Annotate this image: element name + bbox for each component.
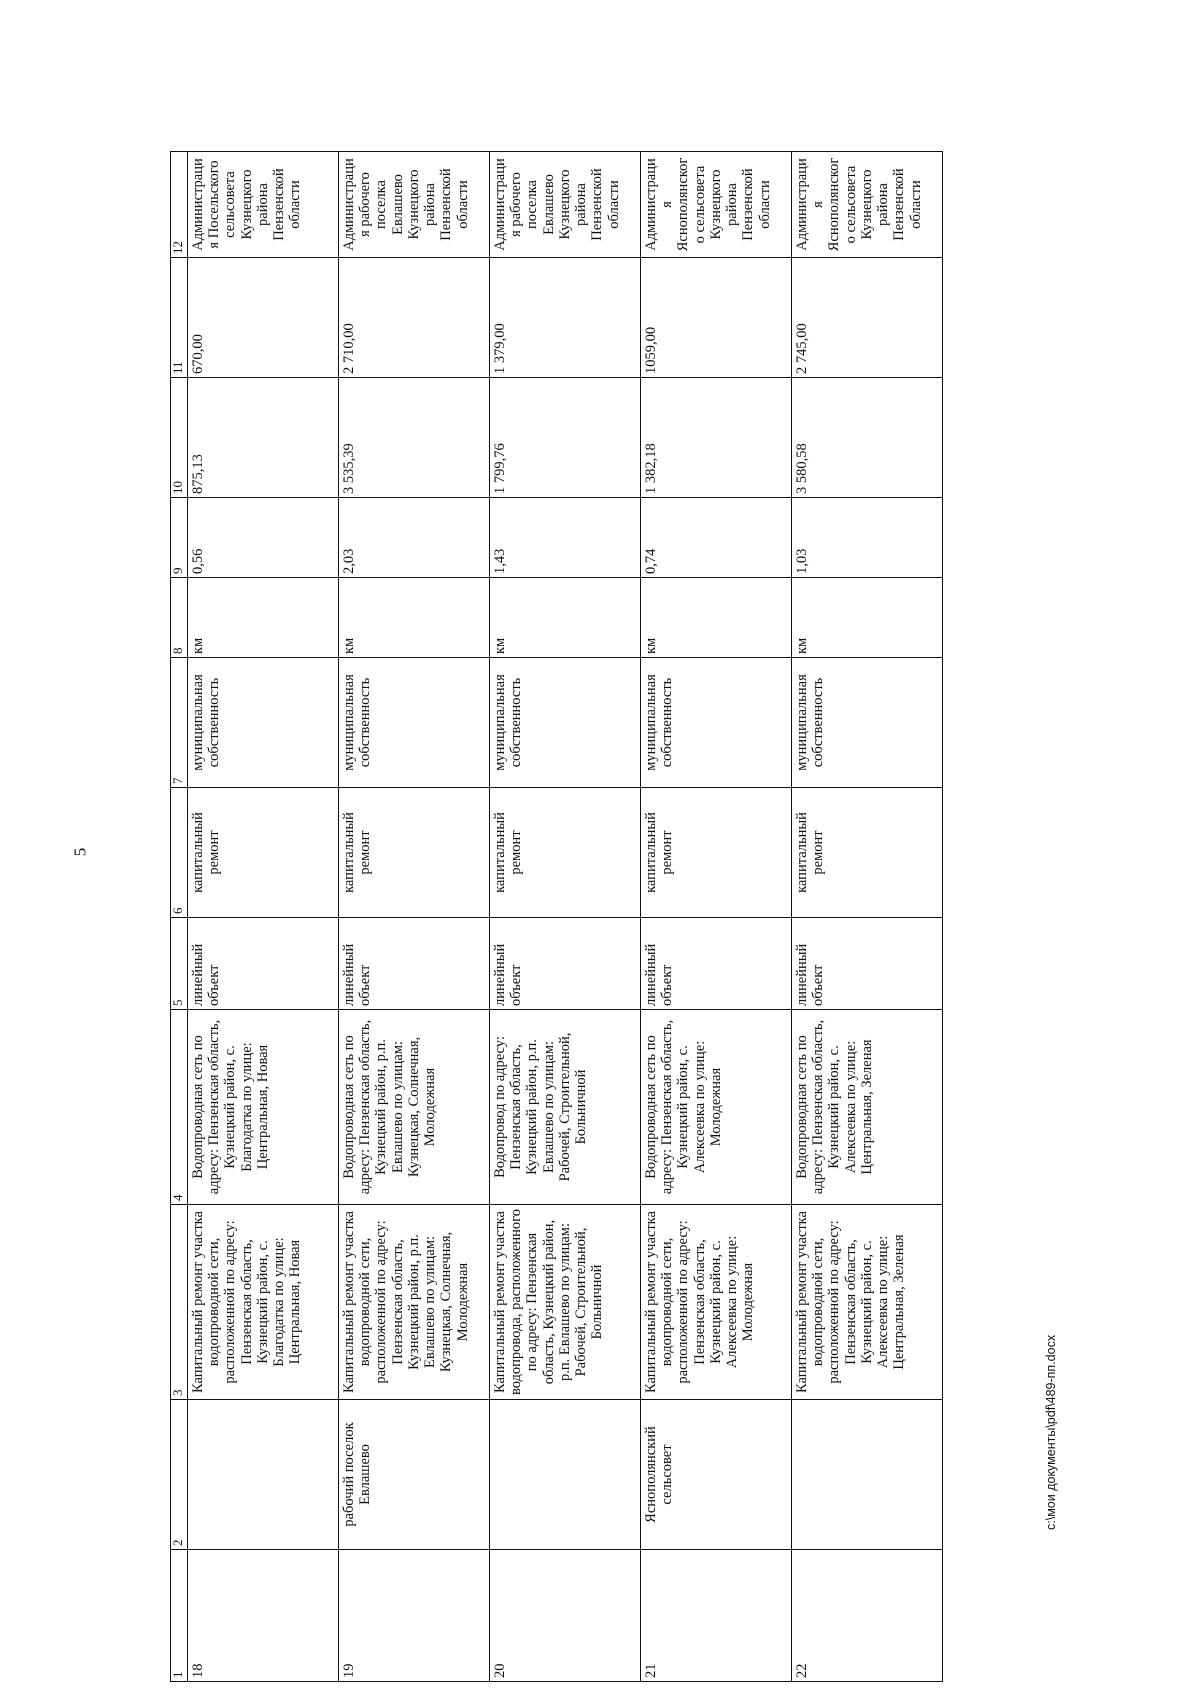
settlement-cell: рабочий поселок Евлашево <box>339 1400 490 1550</box>
cost-cell: 3 535,39 <box>339 378 490 498</box>
column-number: 12 <box>171 152 188 258</box>
table-row <box>188 152 339 1682</box>
work-type-cell: капитальный ремонт <box>339 788 490 918</box>
column-number: 2 <box>171 1400 188 1550</box>
table-row <box>792 152 943 1682</box>
settlement-cell: Яснополянский сельсовет <box>641 1400 792 1550</box>
column-number: 8 <box>171 578 188 658</box>
column-number: 11 <box>171 258 188 378</box>
object-address-cell: Водопроводная сеть по адресу: Пензенская область, Кузнецкий район, с. Алексеевка по улице: Центральная, Зеленая <box>792 1010 943 1205</box>
unit-cell: км <box>188 578 339 658</box>
rotated-table-page <box>170 152 1140 1682</box>
work-name-cell: Капитальный ремонт участка водопроводной сети, расположенной по адресу: Пензенская область, Кузнецкий район, с. Алексеевка по улице: Молодежная <box>641 1205 792 1400</box>
ownership-cell: муниципальная собственность <box>188 658 339 788</box>
row-number-cell: 20 <box>490 1550 641 1682</box>
amount-cell: 1059,00 <box>641 258 792 378</box>
settlement-cell <box>188 1400 339 1550</box>
quantity-cell: 0,74 <box>641 498 792 578</box>
row-number-cell: 22 <box>792 1550 943 1682</box>
table-row <box>641 152 792 1682</box>
owner-cell: Администрация рабочего поселка Евлашево Кузнецкого района Пензенской области <box>339 152 490 258</box>
quantity-cell: 2,03 <box>339 498 490 578</box>
column-number-row <box>171 152 188 1682</box>
ownership-cell: муниципальная собственность <box>792 658 943 788</box>
row-number-cell: 18 <box>188 1550 339 1682</box>
object-type-cell: линейный объект <box>188 918 339 1010</box>
page-number: 5 <box>70 847 90 857</box>
quantity-cell: 1,43 <box>490 498 641 578</box>
footer-file-path: c:\мои документы\pdf\489-пп.docx <box>1044 1334 1058 1530</box>
column-number: 7 <box>171 658 188 788</box>
quantity-cell: 1,03 <box>792 498 943 578</box>
amount-cell: 1 379,00 <box>490 258 641 378</box>
work-name-cell: Капитальный ремонт участка водопроводной сети, расположенной по адресу: Пензенская область, Кузнецкий район, с. Благодатка по улице: Центральная, Новая <box>188 1205 339 1400</box>
object-address-cell: Водопровод по адресу: Пензенская область, Кузнецкий район, р.п. Евлашево по улицам: Рабочей, Строительной, Больничной <box>490 1010 641 1205</box>
object-address-cell: Водопроводная сеть по адресу: Пензенская область, Кузнецкий район, с. Благодатка по улице: Центральная, Новая <box>188 1010 339 1205</box>
amount-cell: 2 745,00 <box>792 258 943 378</box>
cost-cell: 1 382,18 <box>641 378 792 498</box>
cost-cell: 3 580,58 <box>792 378 943 498</box>
ownership-cell: муниципальная собственность <box>490 658 641 788</box>
column-number: 3 <box>171 1205 188 1400</box>
object-type-cell: линейный объект <box>641 918 792 1010</box>
column-number: 4 <box>171 1010 188 1205</box>
settlement-cell <box>490 1400 641 1550</box>
owner-cell: Администрация Яснополянского сельсовета Кузнецкого района Пензенской области <box>641 152 792 258</box>
unit-cell: км <box>339 578 490 658</box>
unit-cell: км <box>641 578 792 658</box>
work-type-cell: капитальный ремонт <box>641 788 792 918</box>
column-number: 6 <box>171 788 188 918</box>
object-type-cell: линейный объект <box>339 918 490 1010</box>
column-number: 9 <box>171 498 188 578</box>
work-type-cell: капитальный ремонт <box>490 788 641 918</box>
settlement-cell <box>792 1400 943 1550</box>
quantity-cell: 0,56 <box>188 498 339 578</box>
object-type-cell: линейный объект <box>490 918 641 1010</box>
owner-cell: Администрация Посельского сельсовета Кузнецкого района Пензенской области <box>188 152 339 258</box>
work-type-cell: капитальный ремонт <box>792 788 943 918</box>
row-number-cell: 21 <box>641 1550 792 1682</box>
ownership-cell: муниципальная собственность <box>641 658 792 788</box>
object-type-cell: линейный объект <box>792 918 943 1010</box>
data-table <box>170 151 943 1682</box>
cost-cell: 1 799,76 <box>490 378 641 498</box>
amount-cell: 2 710,00 <box>339 258 490 378</box>
object-address-cell: Водопроводная сеть по адресу: Пензенская область, Кузнецкий район, р.п. Евлашево по улицам: Кузнецкая, Солнечная, Молодежная <box>339 1010 490 1205</box>
work-type-cell: капитальный ремонт <box>188 788 339 918</box>
ownership-cell: муниципальная собственность <box>339 658 490 788</box>
object-address-cell: Водопроводная сеть по адресу: Пензенская область, Кузнецкий район, с. Алексеевка по улице: Молодежная <box>641 1010 792 1205</box>
table-row <box>339 152 490 1682</box>
column-number: 5 <box>171 918 188 1010</box>
unit-cell: км <box>490 578 641 658</box>
amount-cell: 670,00 <box>188 258 339 378</box>
row-number-cell: 19 <box>339 1550 490 1682</box>
column-number: 10 <box>171 378 188 498</box>
work-name-cell: Капитальный ремонт участка водопровода, расположенного по адресу: Пензенская область, Кузнецкий район, р.п. Евлашево по улицам: Рабочей, Строительной, Больничной <box>490 1205 641 1400</box>
owner-cell: Администрация рабочего поселка Евлашево Кузнецкого района Пензенской области <box>490 152 641 258</box>
work-name-cell: Капитальный ремонт участка водопроводной сети, расположенной по адресу: Пензенская область, Кузнецкий район, р.п. Евлашево по улицам: Кузнецкая, Солнечная, Молодежная <box>339 1205 490 1400</box>
owner-cell: Администрация Яснополянского сельсовета Кузнецкого района Пензенской области <box>792 152 943 258</box>
cost-cell: 875,13 <box>188 378 339 498</box>
table-row <box>490 152 641 1682</box>
column-number: 1 <box>171 1550 188 1682</box>
work-name-cell: Капитальный ремонт участка водопроводной сети, расположенной по адресу: Пензенская область, Кузнецкий район, с. Алексеевка по улице: Центральная, Зеленая <box>792 1205 943 1400</box>
unit-cell: км <box>792 578 943 658</box>
